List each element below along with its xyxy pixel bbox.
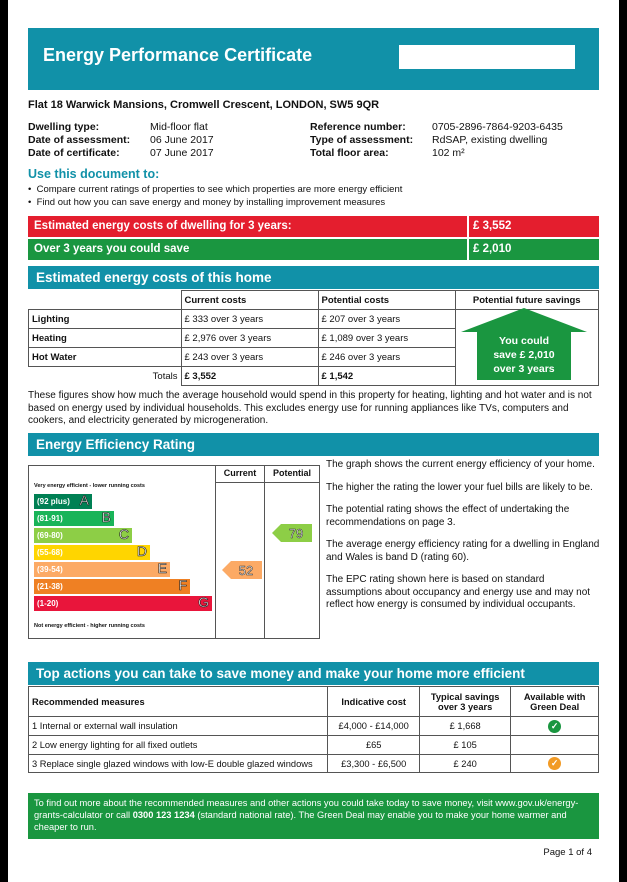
band-range: (92 plus) — [37, 497, 70, 506]
rating-band-c — [34, 528, 132, 543]
table-row: Heating £ 2,976 over 3 years £ 1,089 over 3 years — [29, 329, 599, 348]
potential-rating-arrow-icon — [272, 524, 312, 542]
band-range: (39-54) — [37, 565, 63, 574]
svg-text:over 3 years: over 3 years — [492, 363, 555, 375]
rating-band-a — [34, 494, 92, 509]
band-range: (81-91) — [37, 514, 63, 523]
efficient-note: Very energy efficient - lower running costs — [34, 483, 145, 489]
page-title: Energy Performance Certificate — [43, 45, 313, 65]
detail-row: Reference number: 0705-2896-7864-9203-6435 — [310, 121, 563, 133]
rating-section-heading: Energy Efficiency Rating — [28, 433, 599, 456]
rating-text: The EPC rating shown here is based on standard assumptions about occupancy and energy use and may not reflect how energy is consumed by individual occupants. — [326, 574, 591, 610]
svg-text:52: 52 — [238, 563, 254, 578]
rating-text: The graph shows the current energy efficiency of your home. — [326, 459, 595, 470]
page-number: Page 1 of 4 — [543, 847, 592, 858]
green-deal-tick-icon: ✓ — [548, 757, 561, 770]
savings-bar: Over 3 years you could save £ 2,010 — [28, 239, 599, 260]
phone-number: 0300 123 1234 — [132, 810, 195, 820]
costs-note: These figures show how much the average household would spend in this property for heating, lighting and hot water and is not based on energy used by individual households. This excludes energy use for running appliances like TVs, computers and cookers, and electricity generated by microgeneration. — [28, 390, 592, 426]
rating-chart — [28, 465, 320, 639]
band-letter: D — [136, 543, 147, 559]
band-letter: C — [118, 526, 129, 542]
rating-band-d — [34, 545, 150, 560]
detail-row: Type of assessment: RdSAP, existing dwelling — [310, 134, 548, 146]
certificate-page — [8, 0, 619, 882]
band-range: (21-38) — [37, 582, 63, 591]
detail-row: Date of assessment: 06 June 2017 — [28, 134, 214, 146]
inefficient-note: Not energy efficient - higher running costs — [34, 623, 145, 629]
rating-text: The higher the rating the lower your fuel bills are likely to be. — [326, 481, 593, 493]
footer-info: To find out more about the recommended measures and other actions you could take today to save money, visit www.gov.uk/energy-grants-calculator or call 0300 123 1234 (standard national rate). The Green Deal may enable you to make your home warmer and cheaper to run. — [28, 793, 599, 839]
use-document-heading: Use this document to: — [28, 167, 160, 181]
bullet-item: • Compare current ratings of properties to see which properties are more energy efficient — [28, 184, 403, 195]
rating-band-f — [34, 579, 190, 594]
band-letter: E — [157, 560, 167, 576]
table-row: Hot Water £ 243 over 3 years £ 246 over 3 years — [29, 348, 599, 367]
detail-row: Total floor area: 102 m² — [310, 147, 465, 159]
actions-section-heading: Top actions you can take to save money and make your home more efficient — [28, 662, 599, 685]
table-row: Totals £ 3,552 £ 1,542 — [29, 367, 599, 386]
costs-section-heading: Estimated energy costs of this home — [28, 266, 599, 289]
band-range: (1-20) — [37, 599, 59, 608]
table-row: Lighting £ 333 over 3 years £ 207 over 3 years You could save £ 2,010 over 3 years — [29, 310, 599, 329]
table-row: 2 Low energy lighting for all fixed outlets £65 £ 105 — [29, 736, 599, 755]
green-deal-tick-icon: ✓ — [548, 720, 561, 733]
details-right — [310, 121, 563, 160]
detail-row: Date of certificate: 07 June 2017 — [28, 147, 214, 159]
svg-text:79: 79 — [288, 526, 304, 541]
current-column-header: Current — [223, 468, 257, 478]
rating-explanation — [326, 459, 602, 612]
estimated-costs-bar: Estimated energy costs of dwelling for 3 years: £ 3,552 — [28, 216, 599, 237]
property-address: Flat 18 Warwick Mansions, Cromwell Crescent, LONDON, SW5 9QR — [28, 99, 380, 111]
current-rating-arrow-icon — [222, 561, 262, 579]
rating-band-e — [34, 562, 170, 577]
potential-column-header: Potential — [272, 468, 311, 478]
band-letter: B — [101, 509, 111, 525]
rating-text: The potential rating shows the effect of undertaking the recommendations on page 3. — [326, 504, 570, 528]
band-range: (55-68) — [37, 548, 63, 557]
detail-row: Dwelling type: Mid-floor flat — [28, 121, 208, 133]
rating-band-b — [34, 511, 114, 526]
table-row: 1 Internal or external wall insulation £4,000 - £14,000 £ 1,668 ✓ — [29, 717, 599, 736]
actions-table: Recommended measures Indicative cost Typical savings over 3 years Available with Green Deal 1 Internal or external wall insulation £4,000 - £14,000 £ 1,668 ✓ 2 Low energy lighting for all fixed outlets £65 £ 105 3 Replace single glazed windows with low-E double glazed windows £3,300 - £6,500 £ 240 ✓ — [28, 686, 599, 773]
svg-text:You could: You could — [498, 335, 549, 347]
table-row: 3 Replace single glazed windows with low-E double glazed windows £3,300 - £6,500 £ 240 ✓ — [29, 755, 599, 773]
band-letter: A — [79, 492, 89, 508]
band-range: (69-80) — [37, 531, 63, 540]
costs-table: Current costs Potential costs Potential future savings Lighting £ 333 over 3 years £ 207 over 3 years You could save £ 2,010 over 3 years Heating £ 2,976 over 3 years £ 1,089 over 3 years Hot Water £ 243 over 3 years £ 246 over 3 years Totals £ 3,552 £ 1,542 — [28, 290, 599, 386]
savings-arrow-icon — [461, 308, 587, 380]
rating-text: The average energy efficiency rating for a dwelling in England and Wales is band D (rating 60). — [326, 539, 600, 563]
details-left — [28, 121, 214, 160]
band-letter: G — [198, 594, 209, 610]
rating-band-g — [34, 596, 212, 611]
bullet-item: • Find out how you can save energy and money by installing improvement measures — [28, 197, 386, 208]
header-banner — [28, 28, 599, 90]
band-letter: F — [178, 577, 187, 593]
svg-text:save £ 2,010: save £ 2,010 — [492, 349, 555, 361]
header-blank-box — [399, 45, 575, 69]
